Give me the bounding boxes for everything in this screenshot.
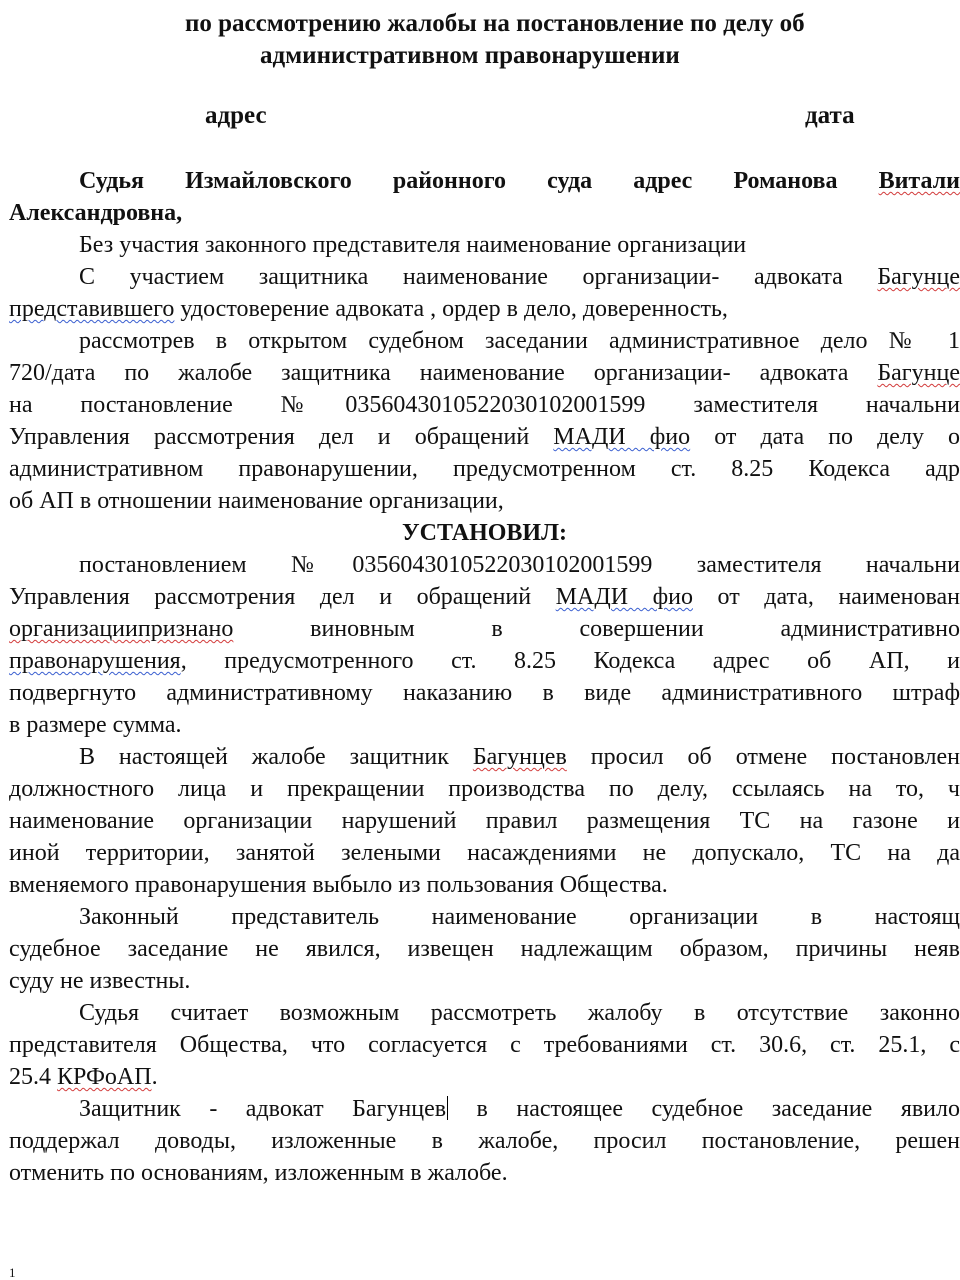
ruling-line-6: в размере сумма. bbox=[9, 712, 182, 738]
grammar-mark: представившего bbox=[9, 296, 175, 322]
grammar-mark: правонарушения bbox=[9, 648, 181, 674]
case-line-1: рассмотрев в открытом судебном заседании административное дело № 1 bbox=[79, 328, 960, 354]
judge-opinion-line-1: Судья считает возможным рассмотреть жалобу в отсутствие законно bbox=[79, 1000, 960, 1026]
spellcheck-mark: организациипризнано bbox=[9, 616, 234, 642]
page-number: 1 bbox=[9, 1265, 16, 1280]
representative-line-2: судебное заседание не явился, извещен надлежащим образом, причины неяв bbox=[9, 936, 960, 962]
document-title bbox=[0, 8, 960, 72]
complaint-line-4: иной территории, занятой зелеными насаждениями не допускало, ТС на да bbox=[9, 840, 960, 866]
judge-opinion-line-3: 25.4 КРФоАП. bbox=[9, 1064, 158, 1090]
grammar-mark: МАДИ фио bbox=[555, 584, 693, 610]
defender-appearance-line-3: отменить по основаниям, изложенным в жалобе. bbox=[9, 1160, 508, 1186]
ruling-line-3: организациипризнано виновным в совершении административно bbox=[9, 616, 960, 642]
complaint-line-3: наименование организации нарушений правил размещения ТС на газоне и bbox=[9, 808, 960, 834]
spellcheck-mark: Багунце bbox=[877, 360, 960, 386]
judge-line-2: Александровна, bbox=[9, 200, 183, 226]
spellcheck-mark: Багунце bbox=[877, 264, 960, 290]
representative-line-1: Законный представитель наименование организации в настоящ bbox=[79, 904, 960, 930]
paragraph-no-representative: Без участия законного представителя наименование организации bbox=[79, 232, 747, 258]
complaint-line-5: вменяемого правонарушения выбыло из пользования Общества. bbox=[9, 872, 668, 898]
judge-line: Судья Измайловского районного суда адрес Романова Витали bbox=[79, 168, 960, 194]
ruling-line-4: правонарушения, предусмотренного ст. 8.25 Кодекса адрес об АП, и bbox=[9, 648, 960, 674]
ruling-line-5: подвергнуто административному наказанию в виде административного штраф bbox=[9, 680, 960, 706]
case-line-3: на постановление №0356043010522030102001599 заместителя начальни bbox=[9, 392, 960, 418]
ruling-line-1: постановлением №0356043010522030102001599 заместителя начальни bbox=[79, 552, 960, 578]
title-line-2: административном правонарушении bbox=[260, 42, 680, 69]
spellcheck-mark: Багунцев bbox=[472, 744, 567, 770]
address-label: адрес bbox=[205, 102, 267, 129]
complaint-line-1: В настоящей жалобе защитник Багунцев просил об отмене постановлен bbox=[79, 744, 960, 770]
defender-line: С участием защитника наименование организации- адвоката Багунце bbox=[79, 264, 960, 290]
grammar-mark: МАДИ фио bbox=[553, 424, 691, 450]
spellcheck-mark: КРФоАП bbox=[57, 1064, 152, 1090]
judge-opinion-line-2: представителя Общества, что согласуется с требованиями ст. 30.6, ст. 25.1, с bbox=[9, 1032, 960, 1058]
case-line-6: об АП в отношении наименование организации, bbox=[9, 488, 504, 514]
case-line-4: Управления рассмотрения дел и обращений МАДИ фио от дата по делу о bbox=[9, 424, 960, 450]
heading-ustanovil: УСТАНОВИЛ: bbox=[402, 520, 567, 546]
case-line-2: 720/дата по жалобе защитника наименование организации- адвоката Багунце bbox=[9, 360, 960, 386]
date-label: дата bbox=[805, 102, 855, 129]
spellcheck-mark: Витали bbox=[878, 168, 960, 194]
document-body bbox=[9, 165, 960, 1189]
defender-appearance-line-2: поддержал доводы, изложенные в жалобе, просил постановление, решен bbox=[9, 1128, 960, 1154]
representative-line-3: суду не известны. bbox=[9, 968, 191, 994]
case-line-5: административном правонарушении, предусмотренном ст. 8.25 Кодекса адр bbox=[9, 456, 960, 482]
complaint-line-2: должностного лица и прекращении производства по делу, ссылаясь на то, ч bbox=[9, 776, 960, 802]
defender-appearance-line-1: Защитник - адвокат Багунцев в настоящее судебное заседание явило bbox=[79, 1096, 960, 1122]
title-line-1: по рассмотрению жалобы на постановление по делу об bbox=[185, 10, 805, 37]
defender-line-2: представившего удостоверение адвоката , ордер в дело, доверенность, bbox=[9, 296, 728, 322]
ruling-line-2: Управления рассмотрения дел и обращений МАДИ фио от дата, наименован bbox=[9, 584, 960, 610]
